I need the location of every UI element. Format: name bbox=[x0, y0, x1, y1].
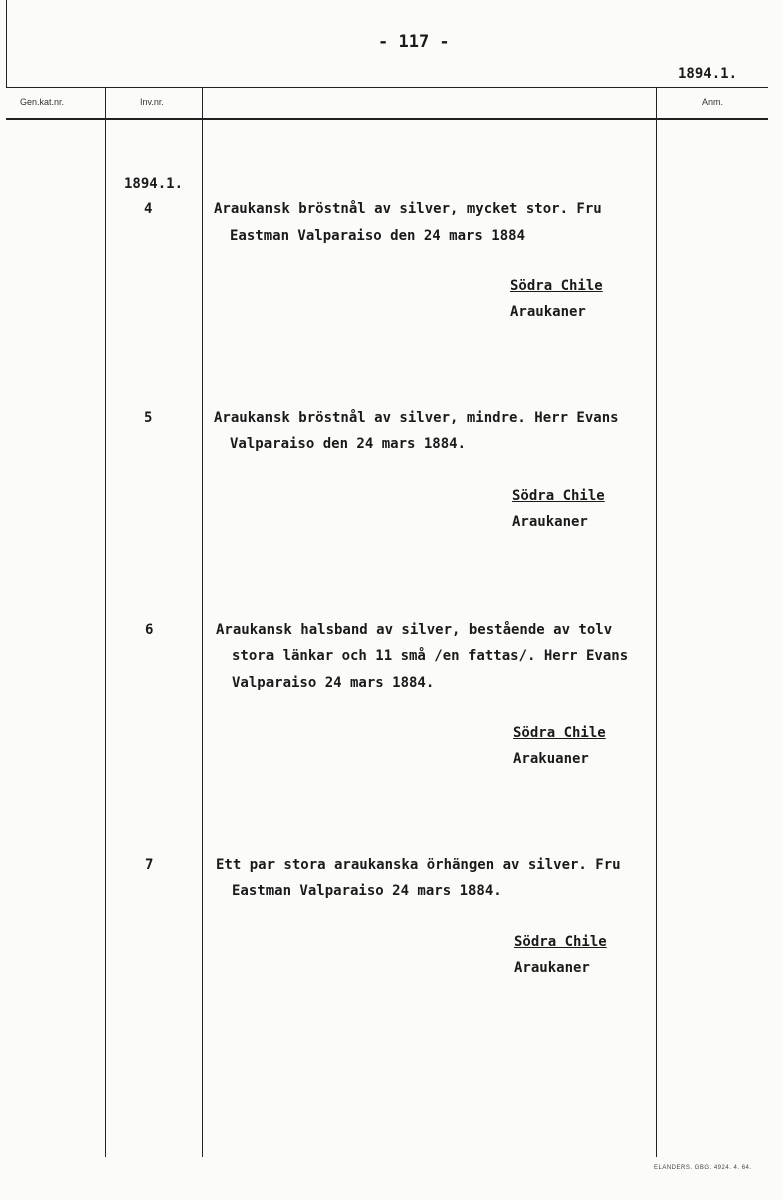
entry-text-line: Valparaiso den 24 mars 1884. bbox=[230, 436, 467, 452]
printer-mark: ELANDERS. GBG. 4924. 4. 64. bbox=[654, 1165, 752, 1171]
entry-number: 6 bbox=[145, 622, 154, 638]
entry-text-line: stora länkar och 11 små /en fattas/. Herr Evans bbox=[232, 648, 629, 664]
entry-text-line: Eastman Valparaiso den 24 mars 1884 bbox=[230, 228, 526, 244]
entry-text-line: Araukansk bröstnål av silver, mindre. Herr Evans bbox=[214, 410, 619, 426]
entry-text-line: Eastman Valparaiso 24 mars 1884. bbox=[232, 883, 502, 899]
header-bottom-rule bbox=[6, 118, 768, 120]
entry-region: Södra Chile bbox=[513, 725, 606, 741]
column-divider-2 bbox=[202, 87, 203, 1157]
left-edge-line bbox=[6, 0, 7, 88]
entry-number: 4 bbox=[144, 201, 153, 217]
entry-people: Araukaner bbox=[514, 960, 590, 976]
entry-number: 7 bbox=[145, 857, 154, 873]
entry-text-line: Araukansk halsband av silver, bestående av tolv bbox=[216, 622, 613, 638]
column-divider-3 bbox=[656, 87, 657, 1157]
entry-text-line: Valparaiso 24 mars 1884. bbox=[232, 675, 435, 691]
page-number: - 117 - bbox=[378, 32, 450, 52]
header-inv-nr: Inv.nr. bbox=[140, 97, 164, 107]
batch-label: 1894.1. bbox=[124, 176, 184, 192]
entry-people: Araukaner bbox=[512, 514, 588, 530]
column-divider-1 bbox=[105, 87, 106, 1157]
entry-people: Arakuaner bbox=[513, 751, 589, 767]
entry-region: Södra Chile bbox=[510, 278, 603, 294]
header-top-rule bbox=[6, 87, 768, 88]
entry-number: 5 bbox=[144, 410, 153, 426]
header-gen-kat-nr: Gen.kat.nr. bbox=[20, 97, 65, 107]
entry-region: Södra Chile bbox=[514, 934, 607, 950]
header-anm: Anm. bbox=[702, 97, 724, 107]
entry-text-line: Araukansk bröstnål av silver, mycket stor. Fru bbox=[214, 201, 602, 217]
year-top-right: 1894.1. bbox=[678, 66, 738, 82]
entry-text-line: Ett par stora araukanska örhängen av silver. Fru bbox=[216, 857, 621, 873]
entry-region: Södra Chile bbox=[512, 488, 605, 504]
entry-people: Araukaner bbox=[510, 304, 586, 320]
